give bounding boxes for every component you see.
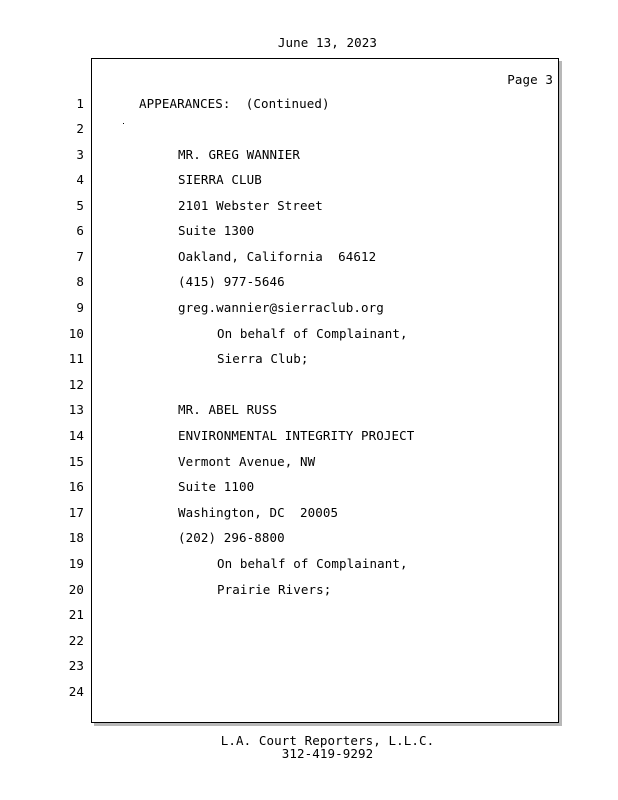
street-address: 2101 Webster Street — [178, 198, 323, 213]
line-number: 18 — [68, 530, 84, 545]
organization-name: ENVIRONMENTAL INTEGRITY PROJECT — [178, 428, 415, 443]
line-number: 24 — [68, 684, 84, 699]
line-number: 2 — [76, 121, 84, 136]
line-number: 23 — [68, 658, 84, 673]
line-number: 12 — [68, 377, 84, 392]
organization-name: SIERRA CLUB — [178, 172, 262, 187]
line-number: 13 — [68, 402, 84, 417]
client-name: Prairie Rivers; — [217, 582, 332, 597]
line-number: 19 — [68, 556, 84, 571]
line-number: 10 — [68, 326, 84, 341]
line-number: 21 — [68, 607, 84, 622]
line-number: 6 — [76, 223, 84, 238]
city-state-zip: Washington, DC 20005 — [178, 505, 339, 520]
transcript-page — [91, 58, 559, 723]
city-state-zip: Oakland, California 64612 — [178, 249, 377, 264]
line-number: 9 — [76, 300, 84, 315]
line-number: 7 — [76, 249, 84, 264]
line-number: 20 — [68, 582, 84, 597]
line-number: 22 — [68, 633, 84, 648]
footer-firm: L.A. Court Reporters, L.L.C. — [220, 733, 435, 748]
street-address: Vermont Avenue, NW — [178, 454, 316, 469]
line-number: 16 — [68, 479, 84, 494]
stray-mark — [123, 123, 124, 124]
line-number: 4 — [76, 172, 84, 187]
line-number: 14 — [68, 428, 84, 443]
on-behalf-of: On behalf of Complainant, — [217, 556, 408, 571]
suite: Suite 1300 — [178, 223, 255, 238]
header-date: June 13, 2023 — [277, 35, 378, 50]
line-number: 15 — [68, 454, 84, 469]
page-number: Page 3 — [507, 72, 553, 87]
line-number: 8 — [76, 274, 84, 289]
line-number: 17 — [68, 505, 84, 520]
phone: (202) 296-8800 — [178, 530, 285, 545]
client-name: Sierra Club; — [217, 351, 309, 366]
footer-phone: 312-419-9292 — [281, 746, 374, 761]
line-number: 11 — [68, 351, 84, 366]
line-number: 3 — [76, 147, 84, 162]
on-behalf-of: On behalf of Complainant, — [217, 326, 408, 341]
suite: Suite 1100 — [178, 479, 255, 494]
appearances-heading: APPEARANCES: (Continued) — [139, 96, 330, 111]
line-number: 1 — [76, 96, 84, 111]
email: greg.wannier@sierraclub.org — [178, 300, 384, 315]
attorney-name: MR. ABEL RUSS — [178, 402, 278, 417]
line-number: 5 — [76, 198, 84, 213]
attorney-name: MR. GREG WANNIER — [178, 147, 301, 162]
phone: (415) 977-5646 — [178, 274, 285, 289]
